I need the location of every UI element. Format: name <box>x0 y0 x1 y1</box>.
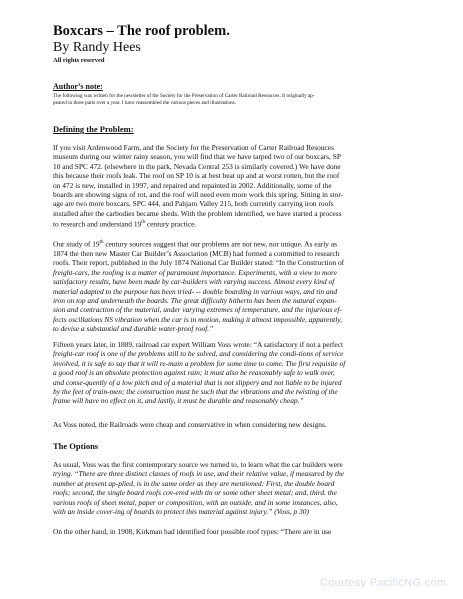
options-heading: The Options <box>53 441 99 451</box>
text-line: involved, it is safe to say that it will re-main a problem for some time to come. The first requisite of <box>53 358 346 368</box>
authors-note-line: peared in three parts over a year. I have reassembled the various pieces and illustrations. <box>53 99 236 106</box>
text-line: sion and contraction of the material, under varying extremes of temperature, and the injurious ef- <box>53 305 342 315</box>
watermark: Courtesy PacificNG.com <box>320 577 447 589</box>
text-line: boards are showing signs of rot, and the roof will need even more work this spring. Sitting in stor- <box>53 190 344 200</box>
text-line: and conse-quently of a low pitch and of a material that is not slippery and not liable to be injured <box>53 377 342 387</box>
text-line: material adapted to the purpose has been tried- -- double boarding in various ways, and tin and <box>53 286 338 296</box>
text-line: on 472 is new, installed in 1997, and repaired and repainted in 2002. Additionally, some of the <box>53 180 332 190</box>
paragraph-voss-noted <box>53 420 423 429</box>
text-line: As Voss noted, the Railroads were cheap and conservative in when considering new designs. <box>53 420 327 429</box>
author-byline: By Randy Hees <box>53 40 141 55</box>
text-line: trying. “There are three distinct classes of roofs in use, and their relative value, if measured by the <box>53 469 345 479</box>
text-line: number at present ap-plied, is in the same order as they are mentioned: First, the double board <box>53 478 335 488</box>
text-line: to research and understand 19th century practice. <box>53 219 197 229</box>
text-line: frame will have no effect on it, and lastly, it must be durable and reasonably cheap.” <box>53 396 304 406</box>
text-line: roofs. Their report, published in the July 1874 National Car Builder stated: “In the Construction of <box>53 258 345 268</box>
paragraph-kirkman-1908 <box>53 527 423 536</box>
authors-note-heading: Author’s note: <box>53 82 103 91</box>
text-line: Our study of 19th century sources suggest that our problems are not new, nor unique. As early as <box>53 239 337 249</box>
defining-problem-heading: Defining the Problem: <box>53 124 134 134</box>
rights-notice: All rights reserved <box>53 57 105 64</box>
text-line: installed after the carbodies became sheds. With the problem identified, we have started a process <box>53 208 342 218</box>
authors-note-text <box>53 93 418 106</box>
paragraph-voss-1889 <box>53 340 423 406</box>
text-line: this because their roofs leak. The roof on SP 10 is at best beat up and at worst rotten, but the roof <box>53 171 340 181</box>
text-line: with an inside cover-ing of boards to protect this material against injury.” (Voss, p 30) <box>53 507 309 517</box>
paragraph-ardenwood <box>53 143 423 229</box>
text-line: various roofs of sheet metal, paper or composition, with an outside, and in some instances, also, <box>53 497 338 507</box>
text-line: freight-car roof is one of the problems still to be solved, and considering the condi-tions of service <box>53 349 344 359</box>
text-line: by the feet of train-men; the construction must be such that the vibrations and the twisting of the <box>53 387 338 397</box>
text-line: iron on top and underneath the boards. The great difficulty hitherto has been the natural expan- <box>53 295 337 305</box>
text-line: 1874 the then new Master Car Builder’s Association (MCB) had formed a committed to research <box>53 248 340 258</box>
text-line: fects oscillations NS vibration when the car is in motion, making it almost impossible, apparently, <box>53 314 342 324</box>
text-line: Fifteen years later, in 1889, railroad car expert William Voss wrote: “A satisfactory if not a perfect <box>53 340 344 349</box>
text-line: On the other hand, in 1908, Kirkman had identified four possible roof types: “There are in use <box>53 527 332 536</box>
text-line: to devise a substantial and durable water-proof roof.” <box>53 324 214 334</box>
text-line: roofs; second, the single board roofs cov-ered with tin or some other sheet metal; and, third. the <box>53 488 337 498</box>
paragraph-options-voss <box>53 460 423 516</box>
text-line: If you visit Ardenwood Farm, and the Society for the Preservation of Carter Railroad Resouces <box>53 143 334 152</box>
text-line: age are two more boxcars, SPC 444, and Pahjaro Valley 215, both currently carrying iron roofs <box>53 199 334 209</box>
text-line: 10 and SPC 472. (elsewhere in the park, Nevada Central 253 is similarly covered.) We have done <box>53 161 341 171</box>
text-line: satisfactory results, have been made by car-builders with varying success. Almost every kind of <box>53 277 335 287</box>
authors-note-line: The following was written for the newsletter of the Society for the Preservation of Carter Railroad Resources. It originally ap- <box>53 93 315 99</box>
document-title: Boxcars – The roof problem. <box>53 23 230 39</box>
paragraph-mcb-1874 <box>53 238 423 334</box>
text-line: museum during our winter rainy season, you will find that we have tarped two of our boxcars, SP <box>53 152 341 162</box>
text-line: As usual, Voss was the first contemporary source we turned to, to learn what the car builders were <box>53 460 343 469</box>
text-line: freight-cars, the roofing is a matter of paramount importance. Experiments, with a view to more <box>53 267 337 277</box>
text-line: a good roof is an absolute protection against rain; it must also be reasonably safe to walk over, <box>53 368 335 378</box>
